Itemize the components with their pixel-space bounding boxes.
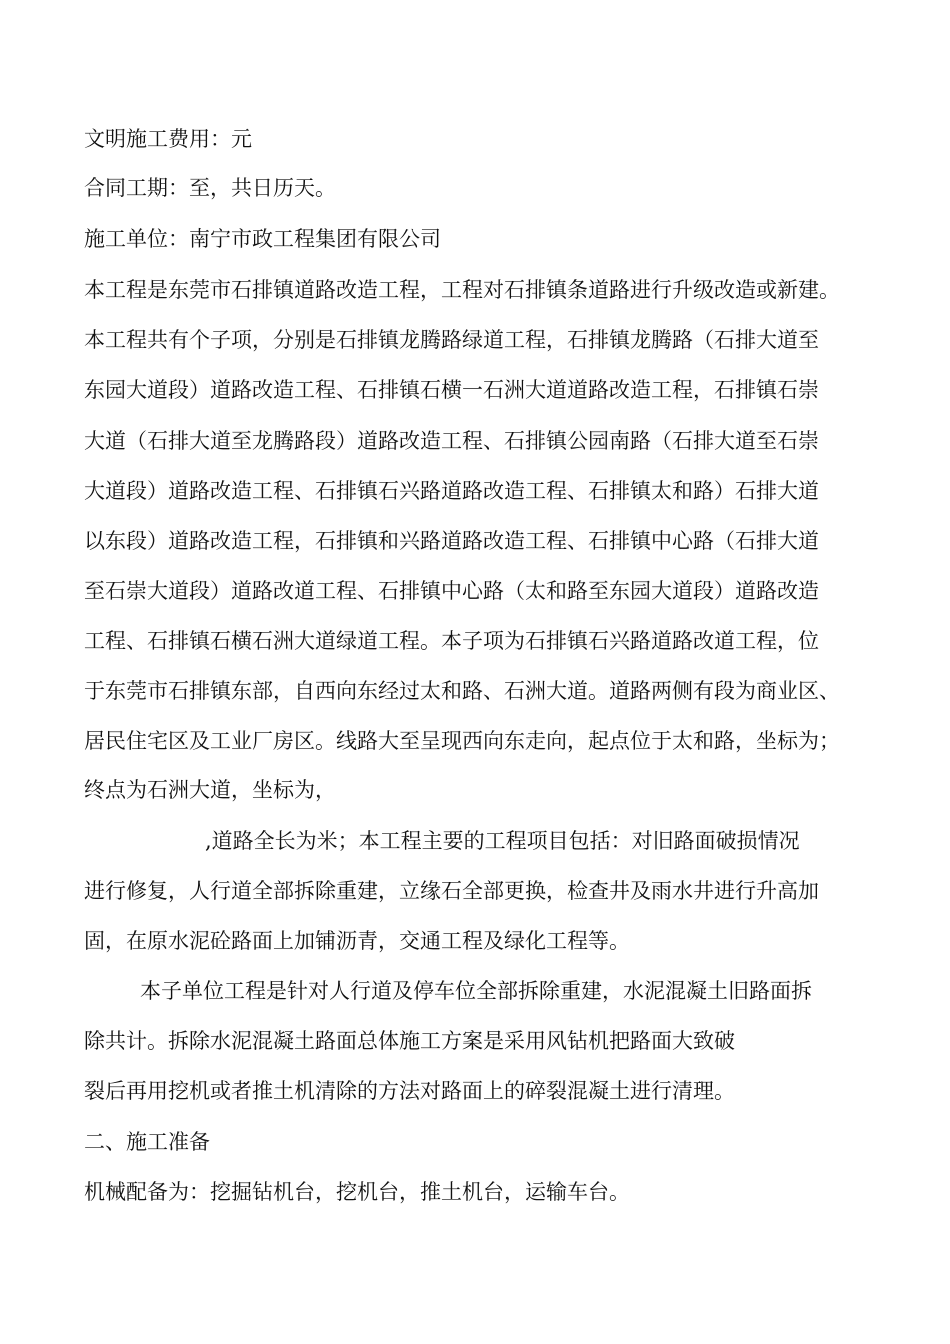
text-line-civilized-construction-cost: 文明施工费用：元	[84, 127, 252, 151]
text-line-body: 工程、石排镇石横石洲大道绿道工程。本子项为石排镇石兴路道路改道工程，位	[84, 629, 819, 653]
text-line-body: 居民住宅区及工业厂房区。线路大至呈现西向东走向，起点位于太和路，坐标为；	[84, 729, 840, 753]
text-line-contract-period: 合同工期：至，共日历天。	[84, 176, 336, 200]
text-line-project-overview: 本工程是东莞市石排镇道路改造工程，工程对石排镇条道路进行升级改造或新建。	[84, 278, 840, 302]
text-line-body: ,道路全长为米；本工程主要的工程项目包括：对旧路面破损情况	[205, 829, 800, 853]
text-line-body: 以东段）道路改造工程，石排镇和兴路道路改造工程、石排镇中心路（石排大道	[84, 529, 819, 553]
text-line-body: 至石崇大道段）道路改道工程、石排镇中心路（太和路至东园大道段）道路改造	[84, 579, 819, 603]
text-line-body: 进行修复，人行道全部拆除重建，立缘石全部更换，检查井及雨水井进行升高加	[84, 879, 819, 903]
text-line-body: 本工程共有个子项，分别是石排镇龙腾路绿道工程，石排镇龙腾路（石排大道至	[84, 328, 819, 352]
section-heading-construction-prep: 二、施工准备	[84, 1130, 210, 1154]
text-line-body: 除共计。拆除水泥混凝土路面总体施工方案是采用风钻机把路面大致破	[84, 1029, 735, 1053]
text-line-body: 固，在原水泥砼路面上加铺沥青，交通工程及绿化工程等。	[84, 929, 630, 953]
text-line-body: 大道（石排大道至龙腾路段）道路改造工程、石排镇公园南路（石排大道至石崇	[84, 429, 819, 453]
text-line-body: 裂后再用挖机或者推土机清除的方法对路面上的碎裂混凝土进行清理。	[84, 1079, 735, 1103]
text-line-body: 大道段）道路改造工程、石排镇石兴路道路改造工程、石排镇太和路）石排大道	[84, 479, 819, 503]
text-line-construction-unit: 施工单位：南宁市政工程集团有限公司	[84, 227, 441, 251]
text-line-paragraph-start: 本子单位工程是针对人行道及停车位全部拆除重建，水泥混凝土旧路面拆	[140, 979, 812, 1003]
text-line-body: 东园大道段）道路改造工程、石排镇石横一石洲大道道路改造工程，石排镇石崇	[84, 378, 819, 402]
text-line-body: 终点为石洲大道，坐标为，	[84, 778, 336, 802]
text-line-body: 于东莞市石排镇东部，自西向东经过太和路、石洲大道。道路两侧有段为商业区、	[84, 679, 840, 703]
text-line-machinery: 机械配备为：挖掘钻机台，挖机台，推土机台，运输车台。	[84, 1180, 630, 1204]
